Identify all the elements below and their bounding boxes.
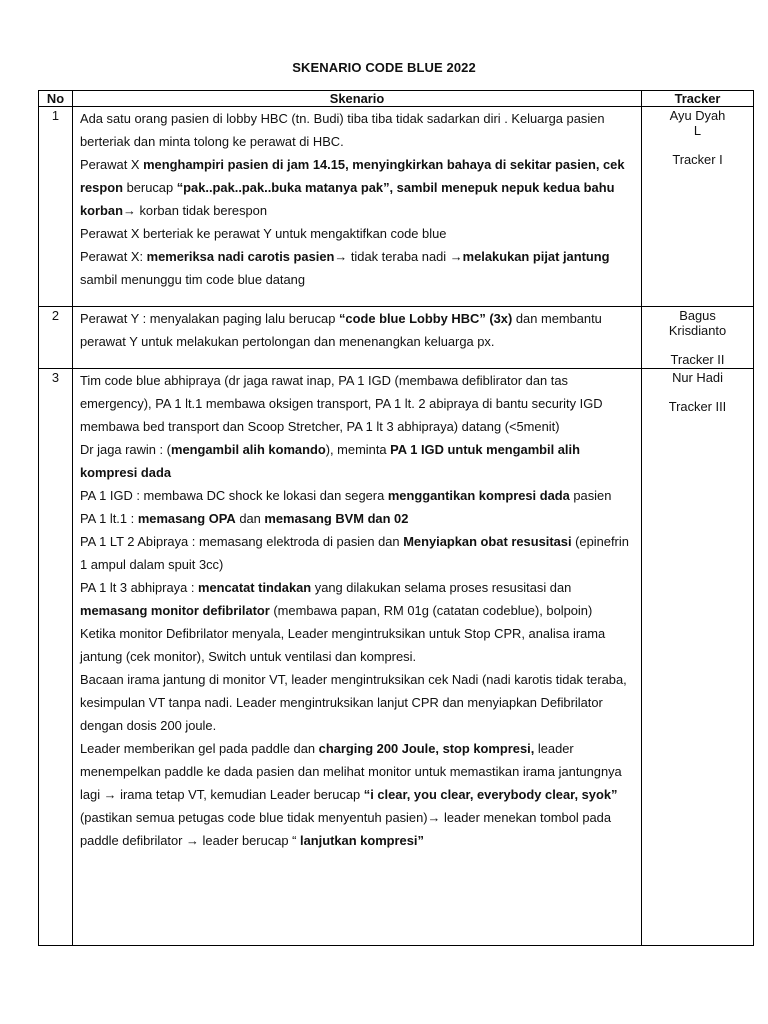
scenario-bold-text: mengambil alih komando xyxy=(170,441,326,457)
scenario-bold-text: memeriksa nadi carotis pasien xyxy=(146,249,335,264)
scenario-text: Bacaan irama jantung di monitor VT, leader mengintruksikan cek Nadi (nadi karotis tidak teraba, kesimpulan VT tanpa nadi. Leader mengintruksikan lanjut CPR dan menyiapkan Defibrilator dengan dosis 200 joule. xyxy=(80,671,627,733)
scenario-text: sambil menunggu tim code blue datang xyxy=(80,272,306,287)
row-tracker xyxy=(642,107,754,307)
scenario-bold-text: mencatat tindakan xyxy=(198,579,312,595)
scenario-paragraph xyxy=(80,737,635,852)
scenario-text: Dr jaga rawin : ( xyxy=(80,441,171,457)
row-number: 1 xyxy=(39,107,73,307)
scenario-bold-text: Menyiapkan obat resusitasi xyxy=(403,533,572,549)
scenario-paragraph xyxy=(80,530,635,576)
scenario-paragraph xyxy=(80,369,635,438)
scenario-table xyxy=(38,90,754,946)
scenario-text: ), meminta xyxy=(325,441,391,457)
scenario-text: Tim code blue abhipraya (dr jaga rawat inap, PA 1 IGD (membawa defiblirator dan tas emergency), PA 1 lt.1 membawa oksigen transport, PA 1 lt. 2 abipraya di bantu security IGD membawa bed transport dan Scoop Stretcher, PA 1 lt 3 abhipraya) datang (<5menit) xyxy=(80,372,603,434)
scenario-bold-text: lanjutkan kompresi” xyxy=(299,832,424,848)
tracker-spacer xyxy=(642,338,753,353)
scenario-bold-text: PA 1 IGD untuk mengambil alih kompresi dada xyxy=(80,441,580,480)
scenario-bold-text: “pak..pak..pak..buka matanya pak”, sambil menepuk nepuk kedua bahu korban xyxy=(80,180,615,218)
scenario-paragraph xyxy=(80,222,635,245)
row-scenario xyxy=(73,107,642,307)
scenario-paragraph xyxy=(80,245,635,291)
tracker-line: Tracker III xyxy=(668,399,727,414)
scenario-bold-text: memasang monitor defibrilator xyxy=(80,602,270,618)
row-tracker xyxy=(642,368,754,945)
scenario-bold-text: menghampiri pasien di jam 14.15, menyingkirkan bahaya di sekitar pasien, cek respon xyxy=(80,157,625,195)
scenario-text: pasien xyxy=(569,487,612,503)
scenario-bold-text: “i clear, you clear, everybody clear, syok” xyxy=(363,786,618,802)
header-skenario: Skenario xyxy=(73,91,642,107)
scenario-text: dan membantu perawat Y untuk melakukan pertolongan dan menenangkan keluarga px. xyxy=(80,311,602,349)
scenario-text: (epinefrin 1 ampul dalam spuit 3cc) xyxy=(80,533,629,572)
table-header-row xyxy=(39,91,754,107)
tracker-line: Nur Hadi xyxy=(672,369,723,385)
scenario-text: PA 1 IGD : membawa DC shock ke lokasi dan segera xyxy=(80,487,388,503)
tracker-spacer xyxy=(642,138,753,153)
tracker-spacer xyxy=(642,385,753,400)
scenario-paragraph xyxy=(80,153,635,222)
table-row xyxy=(39,107,754,307)
scenario-paragraph xyxy=(80,307,635,353)
header-no: No xyxy=(39,91,73,107)
header-tracker: Tracker xyxy=(642,91,754,107)
tracker-line: Bagus xyxy=(679,308,716,323)
scenario-paragraph xyxy=(80,576,635,622)
tracker-line: Tracker I xyxy=(672,152,723,167)
scenario-bold-text: memasang BVM dan 02 xyxy=(264,510,409,526)
table-row xyxy=(39,307,754,369)
scenario-text: PA 1 lt 3 abhipraya : xyxy=(80,579,198,595)
scenario-paragraph xyxy=(80,622,635,668)
scenario-text: (membawa papan, RM 01g (catatan codeblue), bolpoin) xyxy=(269,602,593,618)
scenario-paragraph xyxy=(80,668,635,737)
row-number: 3 xyxy=(39,368,73,945)
row-tracker xyxy=(642,307,754,369)
scenario-text: → tidak teraba nadi → xyxy=(334,249,463,264)
scenario-text: Perawat X: xyxy=(80,249,147,264)
scenario-bold-text: “code blue Lobby HBC” (3x) xyxy=(338,311,513,326)
scenario-text: Leader memberikan gel pada paddle dan xyxy=(80,740,319,756)
scenario-bold-text: melakukan pijat jantung xyxy=(462,249,610,264)
scenario-text: berucap xyxy=(122,180,177,195)
scenario-text: PA 1 lt.1 : xyxy=(80,510,138,526)
scenario-text: yang dilakukan selama proses resusitasi dan xyxy=(311,579,572,595)
row-number: 2 xyxy=(39,307,73,369)
scenario-bold-text: menggantikan kompresi dada xyxy=(387,487,570,503)
tracker-line: Tracker II xyxy=(670,352,725,367)
row-scenario xyxy=(73,307,642,369)
scenario-text: → korban tidak berespon xyxy=(122,203,268,218)
scenario-text: Ada satu orang pasien di lobby HBC (tn. Budi) tiba tiba tidak sadarkan diri . Keluarga pasien berteriak dan minta tolong ke perawat di HBC. xyxy=(80,111,605,149)
row-scenario xyxy=(73,368,642,945)
tracker-line: Ayu Dyah xyxy=(669,108,726,123)
scenario-paragraph xyxy=(80,484,635,507)
scenario-bold-text: charging 200 Joule, stop kompresi, xyxy=(318,740,535,756)
scenario-text: Perawat X berteriak ke perawat Y untuk mengaktifkan code blue xyxy=(80,226,447,241)
scenario-text: (pastikan semua petugas code blue tidak menyentuh pasien)→ leader menekan tombol pada paddle defibrilator → leader berucap “ xyxy=(80,809,611,848)
scenario-paragraph xyxy=(80,107,635,153)
scenario-bold-text: memasang OPA xyxy=(137,510,236,526)
tracker-line: L xyxy=(693,122,702,138)
scenario-text: dan xyxy=(235,510,265,526)
tracker-line: Krisdianto xyxy=(668,322,727,338)
scenario-paragraph xyxy=(80,438,635,484)
scenario-text: PA 1 LT 2 Abipraya : memasang elektroda di pasien dan xyxy=(80,533,404,549)
document-title: SKENARIO CODE BLUE 2022 xyxy=(292,60,476,75)
scenario-text: Perawat Y : menyalakan paging lalu berucap xyxy=(80,311,339,326)
table-row xyxy=(39,368,754,945)
scenario-text: Perawat X xyxy=(80,157,144,172)
scenario-text: Ketika monitor Defibrilator menyala, Leader mengintruksikan untuk Stop CPR, analisa irama jantung (cek monitor), Switch untuk ventilasi dan kompresi. xyxy=(80,625,606,664)
scenario-paragraph xyxy=(80,507,635,530)
scenario-text: leader menempelkan paddle ke dada pasien dan melihat monitor untuk memastikan irama jantungnya lagi → irama tetap VT, kemudian Leader berucap xyxy=(80,740,622,802)
